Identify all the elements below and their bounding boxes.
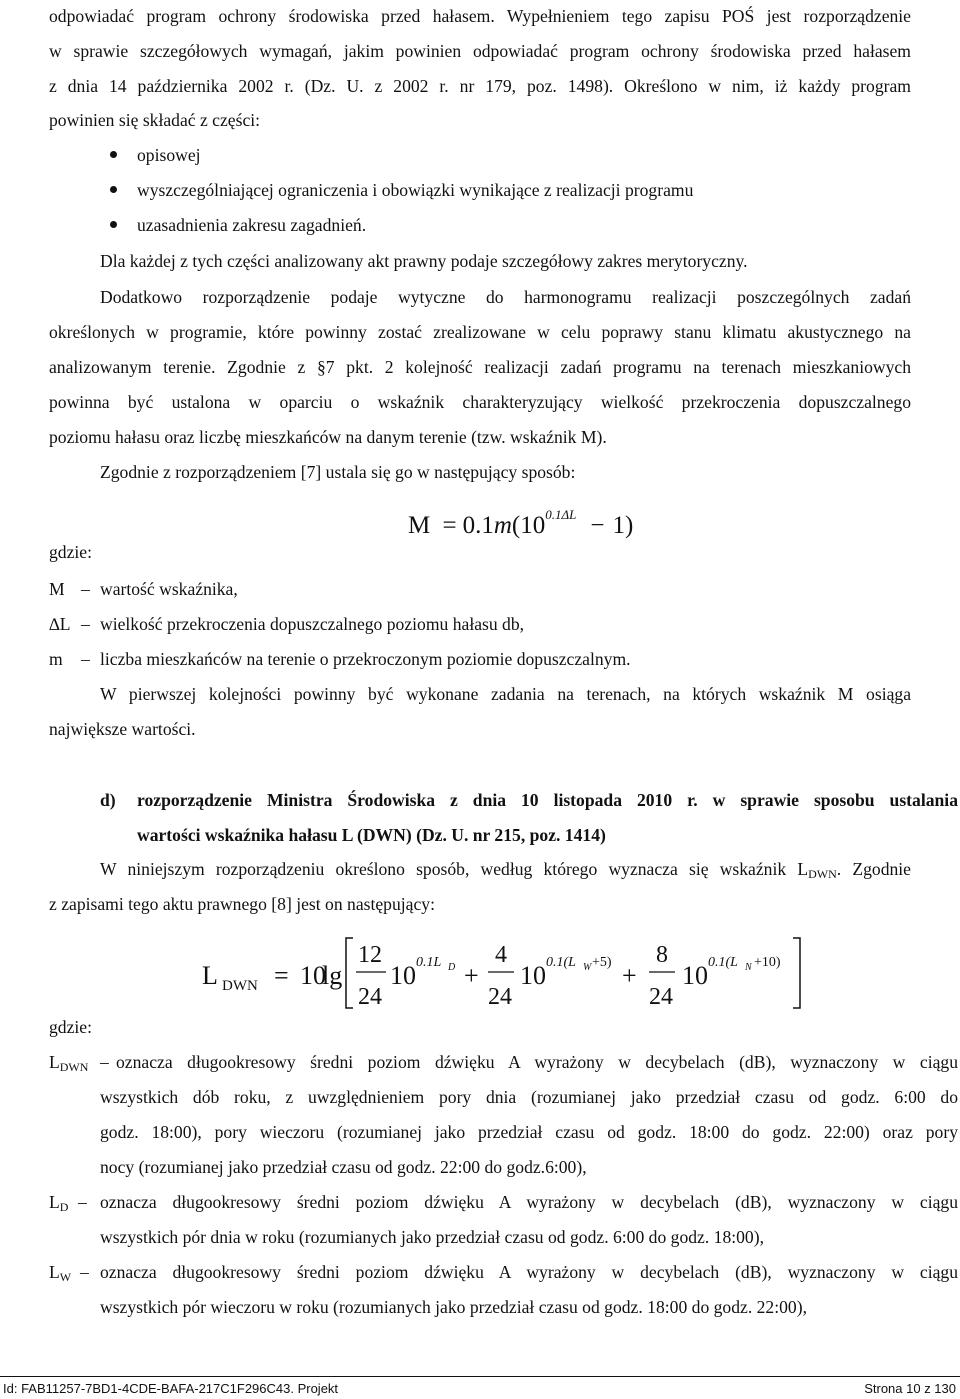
para6-text: W niniejszym rozporządzeniu określono sposób, według którego wyznacza się wskaźnik L (100, 859, 809, 879)
para1-line-1: odpowiadać program ochrony środowiska przed hałasem. Wypełnieniem tego zapisu POŚ jest rozporządzenie (49, 6, 911, 26)
formula-m-open: ( (511, 512, 521, 539)
footer-page-number: Strona 10 z 130 (864, 1381, 956, 1396)
formula-ldwn-coef: 10 (300, 961, 326, 990)
para6-sub: DWN (808, 867, 837, 881)
formula-ldwn-frac3-num: 8 (656, 942, 668, 968)
para5-line-2: największe wartości. (49, 719, 196, 739)
para6-line-1 (100, 858, 911, 885)
def-ldwn-symbol (49, 1051, 88, 1078)
formula-ldwn-t3-exp: 0.1(L (708, 955, 738, 970)
def-ldwn-line-1: oznacza długookresowy średni poziom dźwięku A wyrażony w decybelach (dB), wyznaczony w ciągu (116, 1052, 958, 1072)
para3-line-1: Dodatkowo rozporządzenie podaje wytyczne do harmonogramu realizacji poszczególnych zadań (100, 287, 911, 307)
formula-ldwn-t1-exp: 0.1L (416, 955, 442, 970)
formula-ldwn-t3-exp-end: +10) (754, 955, 781, 970)
formula-ldwn-lhs-sub: DWN (222, 978, 258, 994)
formula-ldwn-eq: = (274, 961, 289, 990)
formula-ldwn-t2-exp: 0.1(L (546, 955, 576, 970)
formula-ldwn-frac2-num: 4 (495, 942, 507, 968)
formula-ldwn-lhs: L (202, 961, 218, 990)
def-dash: – (81, 579, 90, 599)
def-symbol: ∆L (49, 614, 71, 634)
formula-ldwn-frac3-den: 24 (649, 984, 673, 1010)
def-lw-dash: – (80, 1262, 89, 1282)
bullet-item: wyszczególniającej ograniczenia i obowiązki wynikające z realizacji programu (137, 180, 694, 200)
formula-ldwn-plus2: + (622, 961, 637, 990)
def-lw-symbol (49, 1261, 71, 1288)
def-lw-line-1: oznacza długookresowy średni poziom dźwięku A wyrażony w decybelach (dB), wyznaczony w ciągu (100, 1262, 958, 1282)
def-lw-sub: W (59, 1270, 72, 1284)
def-text: wielkość przekroczenia dopuszczalnego poziomu hałasu db, (100, 614, 525, 634)
def-ld-symbol (49, 1191, 68, 1218)
para1-line-4: powinien się składać z części: (49, 110, 261, 130)
formula-m-one: 1 (612, 512, 625, 539)
formula-ldwn-frac2-den: 24 (488, 984, 512, 1010)
para4: Zgodnie z rozporządzeniem [7] ustala się go w następujący sposób: (100, 462, 576, 482)
def-dash: – (81, 614, 90, 634)
footer-document-id: Id: FAB11257-7BD1-4CDE-BAFA-217C1F296C43. Projekt (3, 1381, 339, 1396)
def-ld-sub: D (59, 1200, 69, 1214)
def-ld-sym: L (49, 1192, 60, 1212)
formula-ldwn (190, 928, 830, 1020)
def-lw-sym: L (49, 1262, 60, 1282)
formula-ldwn-frac1-num: 12 (358, 942, 382, 968)
def-ldwn-line-4: nocy (rozumianej jako przedział czasu od godz. 22:00 do godz.6:00), (100, 1157, 587, 1177)
formula-m-var: m (493, 512, 512, 539)
def-text: wartość wskaźnika, (100, 579, 238, 599)
formula-ldwn-t2-exp-sub: W (583, 962, 592, 973)
formula-ldwn-left-bracket (346, 938, 353, 1008)
para5-line-1: W pierwszej kolejności powinny być wykonane zadania na terenach, na których wskaźnik M osiąga (100, 684, 911, 704)
formula-ldwn-t2-base: 10 (520, 961, 546, 990)
section-d-marker: d) (100, 790, 116, 810)
formula-ldwn-t2-exp-end: +5) (592, 955, 612, 970)
para6-text-end: . Zgodnie (836, 859, 911, 879)
def-ldwn-sym: L (49, 1052, 60, 1072)
para3-line-2: określonych w programie, które powinny zostać zrealizowane w celu poprawy stanu klimatu akustycznego na (49, 322, 911, 342)
para1-line-3: z dnia 14 października 2002 r. (Dz. U. z 2002 r. nr 179, poz. 1498). Określono w nim, iż każdy program (49, 76, 911, 96)
def-symbol: M (49, 579, 65, 599)
formula-ldwn-frac1-den: 24 (358, 984, 382, 1010)
formula-ldwn-plus1: + (464, 961, 479, 990)
footer-rule (0, 1376, 960, 1377)
def-ld-line-1: oznacza długookresowy średni poziom dźwięku A wyrażony w decybelach (dB), wyznaczony w ciągu (100, 1192, 958, 1212)
def-ldwn-sub: DWN (59, 1060, 89, 1074)
gdzie-label-1: gdzie: (49, 542, 92, 562)
para3-line-5: poziomu hałasu oraz liczbę mieszkańców na danym terenie (tzw. wskaźnik M). (49, 427, 607, 447)
formula-m (408, 507, 633, 540)
def-dash: – (81, 649, 90, 669)
bullet-dot-icon (110, 221, 117, 228)
formula-ldwn-t1-exp-sub: D (448, 962, 456, 973)
def-text: liczba mieszkańców na terenie o przekroczonym poziomie dopuszczalnym. (100, 649, 631, 669)
formula-ldwn-t1-base: 10 (390, 961, 416, 990)
bullet-item: opisowej (137, 145, 201, 165)
para3-line-4: powinna być ustalona w oparciu o wskaźnik charakteryzujący wielkość przekroczenia dopuszczalnego (49, 392, 911, 412)
formula-ldwn-t3-base: 10 (682, 961, 708, 990)
formula-ldwn-right-bracket (793, 938, 800, 1008)
def-ldwn-dash: – (100, 1052, 109, 1072)
formula-m-base: 10 (520, 512, 546, 539)
formula-m-lhs: M (408, 512, 431, 539)
def-ldwn-line-3: godz. 18:00), pory wieczoru (rozumianej jako przedział czasu od godz. 18:00 do godz. 22:00) oraz pory (100, 1122, 958, 1142)
para1-line-2: w sprawie szczegółowych wymagań, jakim powinien odpowiadać program ochrony środowiska przed hałasem (49, 41, 911, 61)
def-symbol: m (49, 649, 63, 669)
def-ld-dash: – (78, 1192, 87, 1212)
para3-line-3: analizowanym terenie. Zgodnie z §7 pkt. 2 kolejność realizacji zadań programu na terenach mieszkaniowych (49, 357, 911, 377)
def-lw-line-2: wszystkich pór wieczoru w roku (rozumianych jako przedział czasu od godz. 18:00 do godz. 22:00), (100, 1297, 807, 1317)
formula-m-eq: = (442, 512, 457, 539)
def-ldwn-line-2: wszystkich dób roku, z uwzględnieniem pory dnia (rozumianej jako przedział czasu od godz. 6:00 do (100, 1087, 958, 1107)
bullet-item: uzasadnienia zakresu zagadnień. (137, 215, 367, 235)
para2: Dla każdej z tych części analizowany akt prawny podaje szczegółowy zakres merytoryczny. (100, 251, 748, 271)
def-ld-line-2: wszystkich pór dnia w roku (rozumianych jako przedział czasu od godz. 6:00 do godz. 18:00), (100, 1227, 764, 1247)
formula-m-exp: 0.1ΔL (545, 507, 577, 522)
section-d-line-1: rozporządzenie Ministra Środowiska z dnia 10 listopada 2010 r. w sprawie sposobu ustalania (137, 790, 958, 810)
section-d-line-2: wartości wskaźnika hałasu L (DWN) (Dz. U. nr 215, poz. 1414) (137, 825, 606, 845)
bullet-dot-icon (110, 151, 117, 158)
formula-m-coef: 0.1 (462, 512, 494, 539)
formula-ldwn-t3-exp-sub: N (745, 962, 752, 973)
formula-m-minus: − (590, 512, 605, 539)
formula-m-close: ) (624, 512, 634, 539)
bullet-dot-icon (110, 186, 117, 193)
para6-line-2: z zapisami tego aktu prawnego [8] jest on następujący: (49, 894, 435, 914)
formula-ldwn-lg: lg (322, 961, 343, 990)
gdzie-label-2: gdzie: (49, 1017, 92, 1037)
